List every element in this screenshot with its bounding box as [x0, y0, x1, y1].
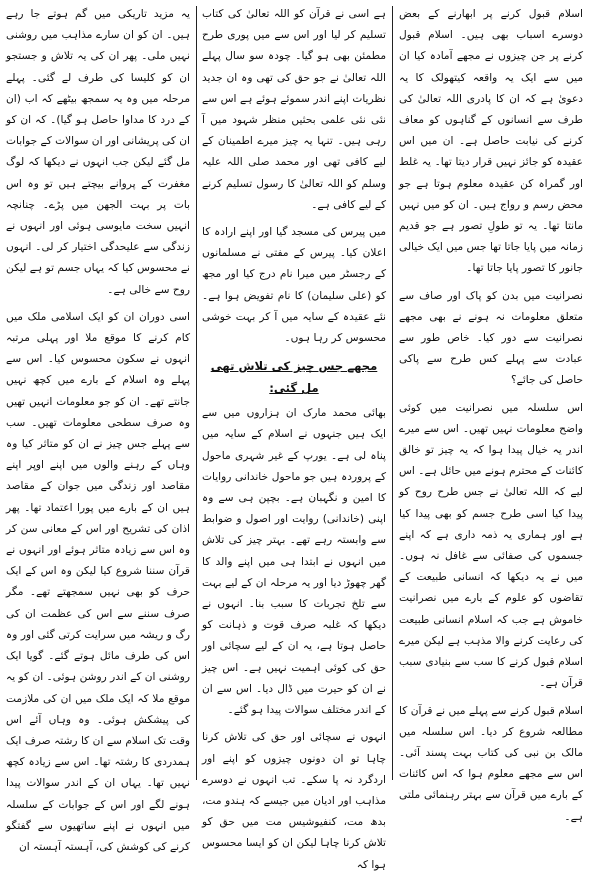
paragraph-christianity-silence: اس سلسلہ میں نصرانیت میں کوئی واضح معلومات نہیں تھیں۔ اس سے میرے اندر یہ خیال پیدا ہوا کہ یہ چیز تو خالق کائنات کے محترم ہونے میں حائل ہے۔ اس لیے کہ اللہ تعالیٰ نے جس طرح روح کو پیدا کیا اسی طرح جسم کو بھی پیدا کیا ہے اور ہماری یہ ذمہ داری ہے کہ اپنے جسموں کی صفائی سے غافل نہ ہوں۔ میں نے یہ دیکھا کہ انسانی طبیعت کے تقاضوں کو علوم کے بارے میں نصرانیت خاموش ہے جب کہ اسلام انسانی طبیعت کی رعایت کرنے والا مذہب ہے لیکن میرے اسلام قبول کرنے کا سب سے بنیادی سبب قرآن ہے۔ [399, 401, 583, 690]
column-divider [392, 6, 393, 780]
paragraph-quran-acceptance: ہے اسی نے قرآن کو اللہ تعالیٰ کی کتاب تسلیم کر لیا اور اس سے میں پوری طرح مطمئن بھی ہو گیا۔ چودہ سو سال پہلے اللہ تعالیٰ نے جو حق کی تھی وہ ان جدید نظریات اپنے اندر سموئے ہوئے ہے اس سے نئی نئی علمی بحثیں منظر شہود میں آ رہی ہیں۔ تنہا یہ چیز میرے اطمینان کے لیے کافی تھی اور محمد صلی اللہ علیہ وسلم کو اللہ تعالیٰ کا رسول تسلیم کرنے کے لیے کافی ہے۔ [202, 8, 386, 211]
paragraph-causes: اسلام قبول کرنے پر ابھارنے کے بعض دوسرے اسباب بھی ہیں۔ اسلام قبول کرنے پر جن چیزوں نے مجھے آمادہ کیا ان میں سے ایک یہ واقعہ کیتھولک کا یہ دعویٰ ہے کہ ان کا پادری اللہ تعالیٰ کی طرف سے انسانوں کے گناہوں کو معاف کرنے کی نیابت حاصل ہے۔ ان میں اس عقیدہ کو جائز نہیں قرار دیتا تھا۔ یہ غلط اور گمراہ کن عقیدہ معلوم ہوتا ہے جو محض رسم و رواج ہیں۔ ان کو میں نہیں مانتا تھا۔ یہ تو طولِ تصور ہے جو قدیم زمانہ میں پایا جاتا تھا جس میں ایک خیالی جانور کا تصور پایا جاتا تھا۔ [399, 8, 583, 275]
paragraph-paris-mosque: میں پیرس کی مسجد گیا اور اپنے ارادہ کا اعلان کیا۔ پیرس کے مفتی نے مسلمانوں کے رجسٹر میں میرا نام درج کیا اور مجھ کو (علی سلیمان) کا نام تفویض ہوا ہے۔ نئے عقیدہ کے سایہ میں آ کر بہت خوشی محسوس کر رہا ہوں۔ [202, 226, 386, 345]
text-column-right [399, 4, 583, 823]
paragraph-brother-mark: بھائی محمد مارک ان ہزاروں میں سے ایک ہیں جنہوں نے اسلام کے سایہ میں پناہ لی ہے۔ یورپ کے غیر شہری ماحول کے پروردہ ہیں جو ماحول خاندانی روایات کا امین و نگہبان ہے۔ بچپن ہی سے وہ اپنی (خاندانی) روایت اور اصول و ضوابط سے وابستہ رہے تھے۔ بہتر چیز کی تلاش میں انہوں نے ابتدا ہی میں اپنے والد کا گھر چھوڑ دیا اور یہ مرحلہ ان کے لیے بہت سے تلخ تجربات کا سبب بنا۔ انہوں نے دیکھا کہ غلبہ صرف قوت و ذہانت کو حاصل ہوتا ہے، یہ ان کے لیے سچائی اور حق کی کوئی اہمیت نہیں ہے۔ اس چیز نے ان کو حیرت میں ڈال دیا۔ اس سے ان کے اندر مختلف سوالات پیدا ہو گئے۔ [202, 407, 386, 717]
text-column-middle [202, 4, 386, 871]
paragraph-islamic-country: اسی دوران ان کو ایک اسلامی ملک میں کام کرنے کا موقع ملا اور پہلی مرتبہ انہوں نے سکون محسوس کیا۔ اس سے پہلے وہ اسلام کے بارے میں کچھ نہیں جانتے تھے۔ ان کو جو معلومات انہیں تھیں وہ صرف سطحی معلومات تھیں۔ سب سے پہلے جس چیز نے ان کو متاثر کیا وہ وہاں کے رہنے والوں میں اپنے اوپر اپنے مقاصد اور زندگی میں جوان کے مقاصد ہیں ان کے بارے میں پورا اعتماد تھا۔ پھر اذان کی تشریح اور اس کے معانی سن کر وہ اس سے زیادہ متاثر ہوئے اور انہوں نے قرآن سننا شروع کیا لیکن وہ اس کے ایک حرف کو بھی نہیں سمجھتے تھے۔ مگر صرف سننے سے اس کی عظمت ان کی رگ و ریشہ میں سرایت کرتی گئی اور وہ اس کی طرف مائل ہوتے گئے۔ گویا ایک روشنی ان کے اندر روشن ہوئی۔ ان کو یہ موقع ملا کہ ایک ملک میں ان کی ملازمت کی پیشکش ہوئی۔ وہ وہاں آئے اس وقت تک اسلام سے ان کا رشتہ صرف ایک ہمدردی کا رشتہ تھا۔ اس سے زیادہ کچھ نہیں تھا۔ یہاں ان کے اندر سوالات پیدا ہونے لگے اور اس کے جوابات کے سلسلہ میں انہوں نے اپنے ساتھیوں سے گفتگو کرنے کی کوشش کی، آہستہ آہستہ ان [6, 310, 190, 853]
paragraph-church: یہ مزید تاریکی میں گم ہوتے جا رہے ہیں۔ ان کو ان سارے مذاہب میں روشنی نہیں ملی۔ پھر ان کی یہ تلاش و جستجو ان کو کلیسا کی طرف لے گئی۔ پہلے مرحلہ میں وہ یہ سمجھ بیٹھے کہ اب (ان کے درد کا مداوا حاصل ہو گیا)۔ کہ ان کو ان کی پریشانی اور ان سوالات کے جوابات مل گئے لیکن جب انہوں نے دیکھا کہ لوگ مغفرت کے پروانے بیچتے ہیں تو وہ اس بات پر بہت الجھن میں پڑے۔ چنانچہ انہیں سخت مایوسی ہوئی اور انہوں نے زندگی سے علیحدگی اختیار کر لی۔ انہوں نے محسوس کیا کہ یہاں جسم تو ہے لیکن روح سے خالی ہے۔ [6, 8, 190, 296]
paragraph-cleanliness: نصرانیت میں بدن کو پاک اور صاف سے متعلق معلومات نہ ہونے نے بھی مجھے نصرانیت سے دور کیا۔ خاص طور سے عبادت سے پہلے کس طرح سے پاکی حاصل کی جائے؟ [399, 289, 583, 387]
paragraph-search-for-truth: انہوں نے سچائی اور حق کی تلاش کرنا چاہا تو ان دونوں چیزوں کو اپنے اور اردگرد نہ پا سکے۔ تب انہوں نے دوسرے مذاہب اور ادیان میں جیسے کہ ہندو مت، بدھ مت، کنفیوشیس مت میں حق کو تلاش کرنا چاہا لیکن ان کو ایسا محسوس ہوا کہ [202, 731, 386, 871]
section-heading: مجھے جس چیز کی تلاش تھی مل گئی: [210, 359, 378, 396]
text-column-left [6, 4, 190, 853]
column-divider [196, 6, 197, 780]
paragraph-quran-study: اسلام قبول کرنے سے پہلے میں نے قرآن کا مطالعہ شروع کر دیا۔ اس سلسلہ میں مالک بن نبی کی کتاب بہت پسند آئی۔ اس سے مجھے معلوم ہوا کہ اس کائنات کے بارے میں قرآن سے بہتر رہنمائی ملتی ہے۔ [399, 704, 583, 823]
